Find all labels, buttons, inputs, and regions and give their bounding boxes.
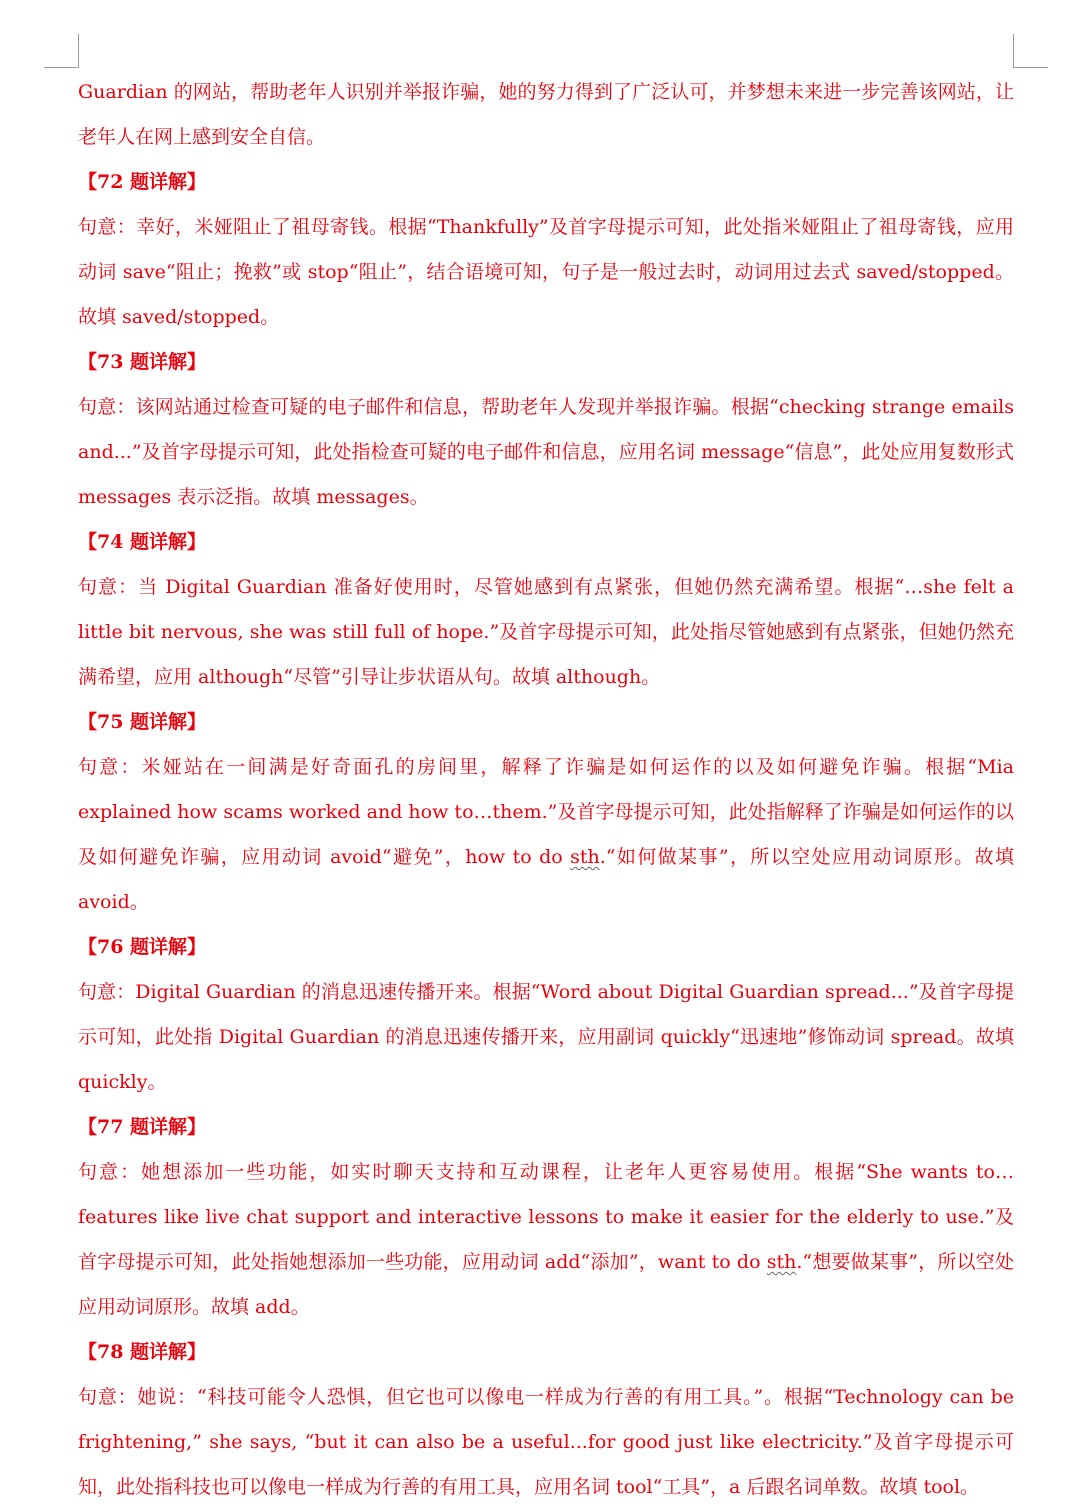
q74-explanation: 句意：当 Digital Guardian 准备好使用时，尽管她感到有点紧张，但她仍然充满希望。根据“…she felt a little bit nervous, she was still full of hope.”及首字母提示可知，此处指尽管她感到有点紧张，但她仍然充满希望，应用 although“尽管”引导让步状语从句。故填 although。	[78, 576, 1014, 688]
document-body	[78, 70, 1014, 1510]
q77-text-part2: .“想要做某事”，所以空处应用动词原形。故填 add。	[78, 1251, 1014, 1318]
crop-mark-top-right-horizontal	[1013, 67, 1048, 68]
q78-heading: 【78 题详解】	[78, 1341, 207, 1363]
q77-explanation	[78, 1150, 1014, 1330]
q78-explanation: 句意：她说：“科技可能令人恐惧，但它也可以像电一样成为行善的有用工具。”。根据“Technology can be frightening,” she says, “but it can also be a useful...for good just like electricity.”及首字母提示可知，此处指科技也可以像电一样成为行善的有用工具，应用名词 tool“工具”，a 后跟名词单数。故填 tool。	[78, 1386, 1014, 1498]
q76-explanation: 句意：Digital Guardian 的消息迅速传播开来。根据“Word about Digital Guardian spread...”及首字母提示可知，此处指 Digital Guardian 的消息迅速传播开来，应用副词 quickly“迅速地”修饰动词 spread。故填 quickly。	[78, 981, 1014, 1093]
q73-heading: 【73 题详解】	[78, 351, 207, 373]
q77-text-part1: 句意：她想添加一些功能，如实时聊天支持和互动课程，让老年人更容易使用。根据“She wants to…features like live chat support and interactive lessons to make it easier for the elderly to use.”及首字母提示可知，此处指她想添加一些功能，应用动词 add“添加”，want to do	[78, 1161, 1014, 1273]
q72-explanation: 句意：幸好，米娅阻止了祖母寄钱。根据“Thankfully”及首字母提示可知，此处指米娅阻止了祖母寄钱，应用动词 save“阻止；挽救”或 stop“阻止”，结合语境可知，句子是一般过去时，动词用过去式 saved/stopped。故填 saved/stopped。	[78, 216, 1014, 328]
q76-heading: 【76 题详解】	[78, 936, 207, 958]
q77-heading: 【77 题详解】	[78, 1116, 207, 1138]
q75-text-part1: 句意：米娅站在一间满是好奇面孔的房间里，解释了诈骗是如何运作的以及如何避免诈骗。根据“Mia explained how scams worked and how to…them.”及首字母提示可知，此处指解释了诈骗是如何运作的以及如何避免诈骗，应用动词 avoid“避免”，how to do	[78, 756, 1014, 868]
crop-mark-top-right-vertical	[1013, 34, 1014, 68]
intro-paragraph: Guardian 的网站，帮助老年人识别并举报诈骗，她的努力得到了广泛认可，并梦想未来进一步完善该网站，让老年人在网上感到安全自信。	[78, 81, 1014, 148]
q72-heading: 【72 题详解】	[78, 171, 207, 193]
q75-heading: 【75 题详解】	[78, 711, 207, 733]
q75-spellcheck-word: sth	[570, 846, 600, 868]
q75-explanation	[78, 745, 1014, 925]
q77-spellcheck-word: sth	[766, 1251, 797, 1273]
q75-text-part2: .“如何做某事”，所以空处应用动词原形。故填 avoid。	[78, 846, 1014, 913]
crop-mark-top-left-vertical	[78, 34, 79, 68]
q73-explanation: 句意：该网站通过检查可疑的电子邮件和信息，帮助老年人发现并举报诈骗。根据“checking strange emails and...”及首字母提示可知，此处指检查可疑的电子邮件和信息，应用名词 message“信息”，此处应用复数形式 messages 表示泛指。故填 messages。	[78, 396, 1014, 508]
q74-heading: 【74 题详解】	[78, 531, 207, 553]
crop-mark-top-left-horizontal	[44, 67, 79, 68]
